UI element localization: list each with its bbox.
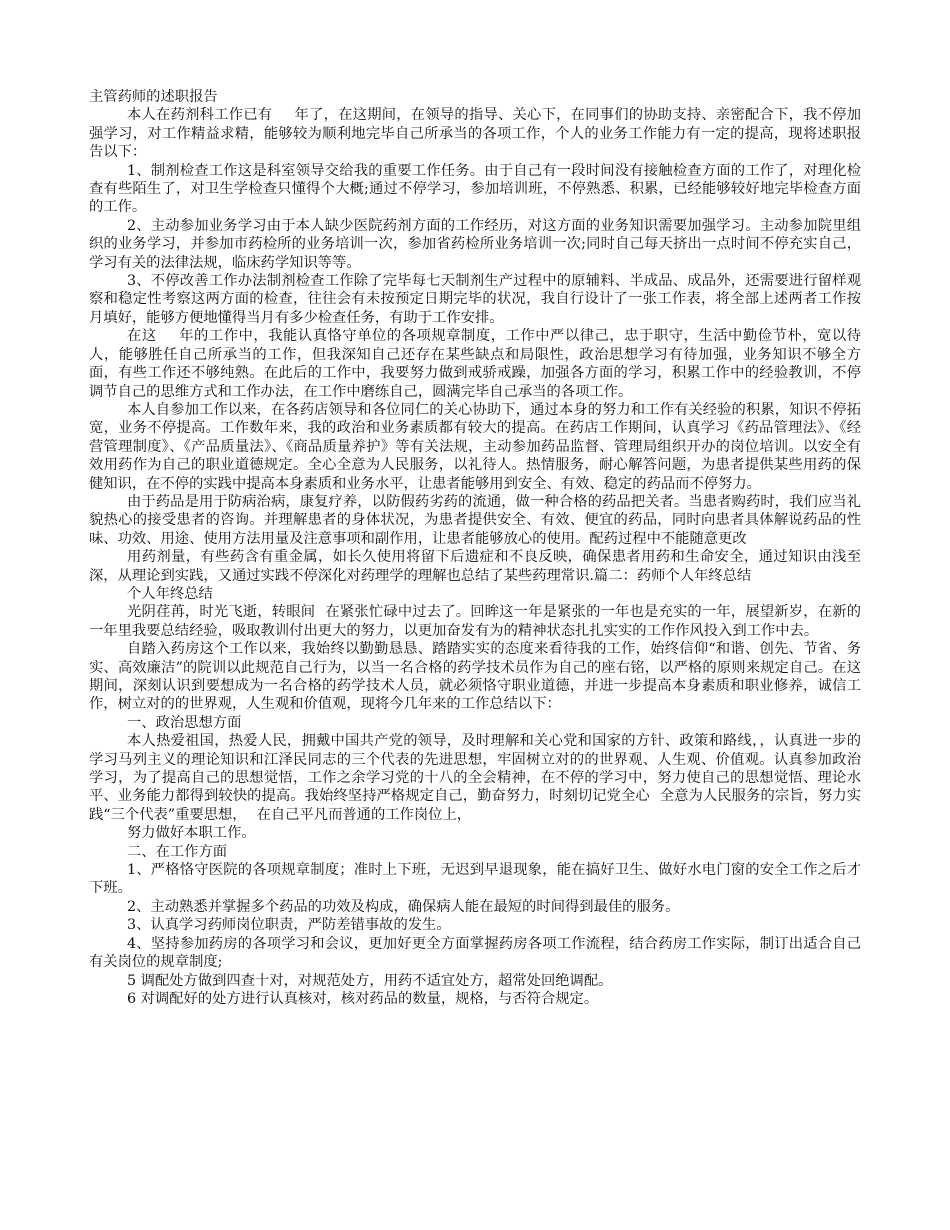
paragraph-text: 年了，在这期间，在领导的指导、关心下，在同事们的协助支持、亲密配合下，我不停加强学习，对工作精益求精，能够较为顺利地完毕自己所承当的各项工作，个人的业务工作能力有一定的提高，现将述职报告以下： xyxy=(89,107,862,161)
paragraph-text: 本人热爱祖国，热爱人民，拥戴中国共产党的领导，及时理解和关心党和国家的方针、政策和路线，，认真进一步的学习马列主义的理论知识和江泽民同志的三个代表的先进思想，牢固树立对的的世界观、人生观、价值观。认真参加政治学习，为了提高自己的思想觉悟，工作之余学习党的十八的全会精神，在不停的学习中，努力使自己的思想觉悟、理论水平、业务能力都得到较快的提高。我始终坚持严格规定自己，勤奋努力，时刻切记党全心 xyxy=(89,733,861,805)
paragraph-text: 由于药品是用于防病治病，康复疗养，以防假药劣药的流通，做一种合格的药品把关者。当患者购药时，我们应当礼貌热心的接受患者的咨询。并理解患者的身体状况，为患者提供安全、有效、便宜的药品，同时向患者具体解说药品的性味、功效、用途、使用方法用量及注意事项和副作用，让患者能够放心的使用。配药过程中不能随意更改 xyxy=(89,493,861,547)
paragraph-text: 二、在工作方面 xyxy=(127,843,228,860)
paragraph xyxy=(89,162,861,217)
paragraph-text: 6 对调配好的处方进行认真核对，核对药品的数量，规格，与否符合规定。 xyxy=(127,990,599,1007)
paragraph xyxy=(89,603,861,640)
paragraph-text: 在这 xyxy=(127,328,157,345)
paragraph xyxy=(89,585,861,603)
paragraph-list xyxy=(89,106,861,1008)
paragraph-text: 用药剂量，有些药含有重金属，如长久使用将留下后遗症和不良反映，确保患者用药和生命安全，通过知识由浅至深，从理论到实践，又通过实践不停深化对药理学的理解也总结了某些药理常识.篇二：药师个人年终总结 xyxy=(89,549,861,584)
paragraph-text: 本人在药剂科工作已有 xyxy=(127,107,273,124)
paragraph xyxy=(89,990,861,1008)
paragraph-text: 全意为人民服务的宗旨，努力实践“三个代表”重要思想， xyxy=(89,788,862,823)
paragraph xyxy=(89,732,861,824)
paragraph-text: 2、主动参加业务学习由于本人缺少医院药剂方面的工作经历，对这方面的业务知识需要加强学习。主动参加院里组织的业务学习，并参加市药检所的业务培训一次，参加省药检所业务培训一次;同时自己每天挤出一点时间不停充实自己，学习有关的法律法规，临床药学知识等等。 xyxy=(89,217,861,271)
paragraph xyxy=(89,714,861,732)
paragraph-text: 年的工作中，我能认真恪守单位的各项规章制度，工作中严以律己，忠于职守，生活中勤俭节朴，宽以待人，能够胜任自己所承当的工作，但我深知自己还存在某些缺点和局限性，政治思想学习有待加强，业务知识不够全方面，有些工作还不够纯熟。在此后的工作中，我要努力做到戒骄戒躁，加强各方面的学习，积累工作中的经验教训，不停调节自己的思维方式和工作办法，在工作中磨练自己，圆满完毕自己承当的各项工作。 xyxy=(89,328,862,400)
document-title: 主管药师的述职报告 xyxy=(89,89,218,105)
paragraph xyxy=(89,935,861,972)
paragraph-text: 4、坚持参加药房的各项学习和会议，更加好更全方面掌握药房各项工作流程，结合药房工作实际，制订出适合自己有关岗位的规章制度; xyxy=(89,935,861,971)
paragraph xyxy=(89,548,861,585)
paragraph-text: 努力做好本职工作。 xyxy=(127,825,256,842)
paragraph-text: 1、严格恪守医院的各项规章制度；准时上下班，无迟到早退现象，能在搞好卫生、做好水电门窗的安全工作之后才下班。 xyxy=(89,862,861,897)
paragraph-text: 一、政治思想方面 xyxy=(127,714,242,731)
paragraph-text: 1、制剂检查工作这是科室领导交给我的重要工作任务。由于自己有一段时间没有接触检查方面的工作了，对理化检查有些陌生了，对卫生学检查只懂得个大概;通过不停学习，参加培训班，不停熟悉、积累，已经能够较好地完毕检查方面的工作。 xyxy=(89,162,861,216)
paragraph-text: 在紧张忙碌中过去了。回眸这一年是紧张的一年也是充实的一年，展望新岁，在新的一年里我要总结经验，吸取教训付出更大的努力，以更加奋发有为的精神状态扎扎实实的工作作风投入到工作中去。 xyxy=(89,604,862,639)
paragraph xyxy=(89,824,861,842)
paragraph xyxy=(89,972,861,990)
paragraph xyxy=(89,916,861,934)
paragraph-text: 3、认真学习药师岗位职责，严防差错事故的发生。 xyxy=(127,917,451,934)
paragraph xyxy=(89,898,861,916)
paragraph xyxy=(89,217,861,272)
paragraph-text: 2、主动熟悉并掌握多个药品的功效及构成，确保病人能在最短的时间得到最佳的服务。 xyxy=(127,898,680,915)
paragraph xyxy=(89,843,861,861)
paragraph xyxy=(89,106,861,161)
paragraph-text: 5 调配处方做到四查十对，对规范处方，用药不适宜处方，超常处回绝调配。 xyxy=(127,972,613,989)
paragraph-text: 3、不停改善工作办法制剂检查工作除了完毕每七天制剂生产过程中的原辅料、半成品、成品外，还需要进行留样观察和稳定性考察这两方面的检查，往往会有未按预定日期完毕的状况，我自行设计了一张工作表，将全部上述两者工作按月填好，能够方便地懂得当月有多少检查任务，有助于工作安排。 xyxy=(89,273,861,326)
paragraph xyxy=(89,493,861,548)
paragraph xyxy=(89,861,861,898)
document-body xyxy=(89,88,861,1008)
paragraph-text: 本人自参加工作以来，在各药店领导和各位同仁的关心协助下，通过本身的努力和工作有关经验的积累，知识不停拓宽，业务不停提高。工作数年来，我的政治和业务素质都有较大的提高。在药店工作期间，认真学习《药品管理法》、《经营管理制度》、《产品质量法》、《商品质量养护》等有关法规，主动参加药品监督、管理局组织开办的岗位培训。以安全有效用药作为自己的职业道德规定。全心全意为人民服务，以礼待人。热情服务，耐心解答问题，为患者提供某些用药的保健知识，在不停的实践中提高本身素质和业务水平，让患者能够用到安全、有效、稳定的药品而不停努力。 xyxy=(89,401,861,492)
paragraph xyxy=(89,327,861,401)
paragraph xyxy=(89,640,861,714)
paragraph-text: 在自己平凡而普通的工作岗位上， xyxy=(256,806,472,823)
paragraph-text: 光阴荏苒，时光飞逝，转眼间 xyxy=(127,604,316,621)
paragraph xyxy=(89,401,861,493)
paragraph-text: 个人年终总结 xyxy=(127,585,213,602)
paragraph xyxy=(89,272,861,327)
paragraph-text: 自踏入药房这个工作以来，我始终以勤勤恳恳、踏踏实实的态度来看待我的工作，始终信仰“和谐、创先、节省、务实、高效廉洁”的院训以此规范自己行为，以当一名合格的药学技术员作为自己的座右铭，以严格的原则来规定自己。在这期间，深刻认识到要想成为一名合格的药学技术人员，就必须恪守职业道德，并进一步提高本身素质和职业修养，诚信工作，树立对的的世界观，人生观和价值观，现将今几年来的工作总结以下： xyxy=(89,641,861,713)
